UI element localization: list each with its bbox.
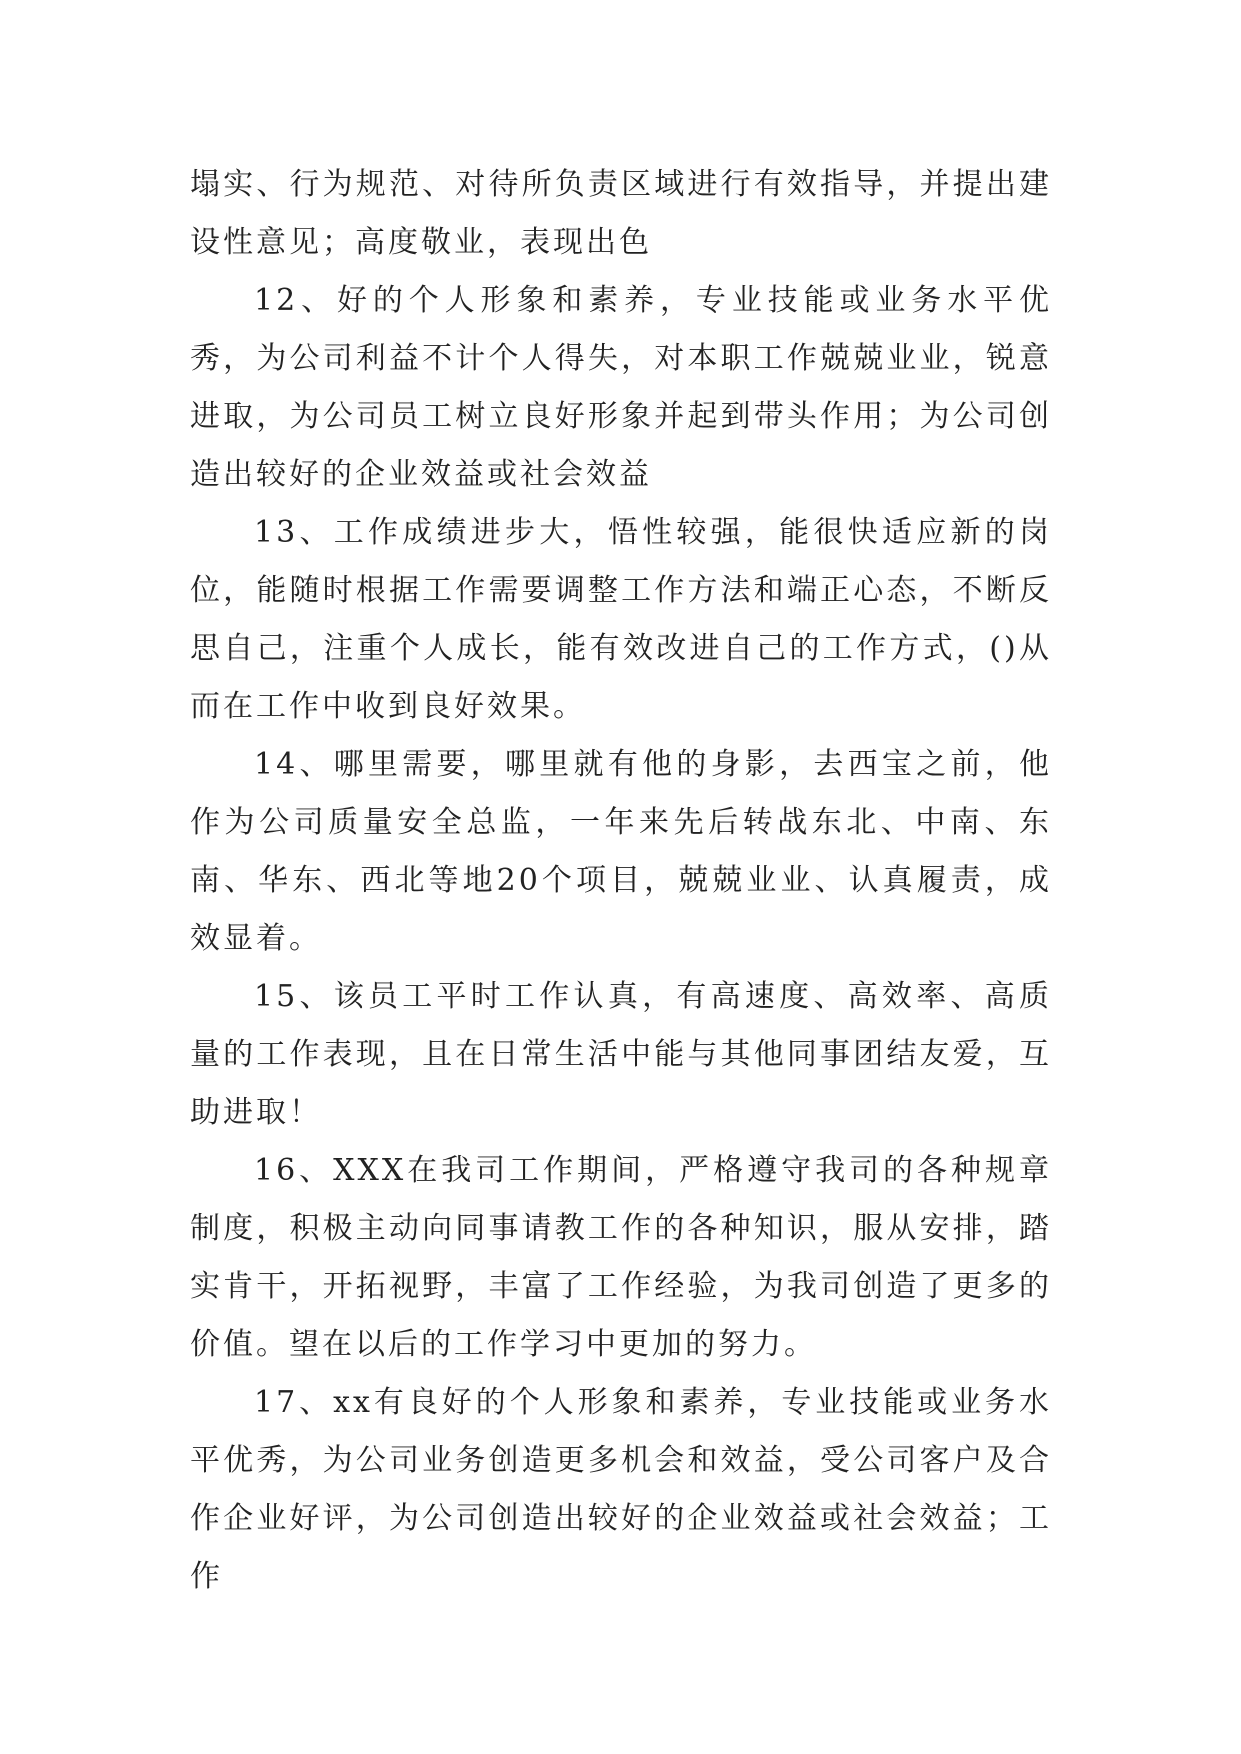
paragraph-item-17: 17、xx有良好的个人形象和素养，专业技能或业务水平优秀，为公司业务创造更多机会和效益，受公司客户及合作企业好评，为公司创造出较好的企业效益或社会效益；工作 xyxy=(190,1385,1052,1594)
document-body xyxy=(190,156,1052,1606)
paragraph-item-14: 14、哪里需要，哪里就有他的身影，去西宝之前，他作为公司质量安全总监，一年来先后转战东北、中南、东南、华东、西北等地20个项目，兢兢业业、认真履责，成效显着。 xyxy=(190,747,1052,956)
paragraph-continuation: 塌实、行为规范、对待所负责区域进行有效指导，并提出建设性意见；高度敬业，表现出色 xyxy=(190,167,1052,260)
paragraph-item-15: 15、该员工平时工作认真，有高速度、高效率、高质量的工作表现，且在日常生活中能与其他同事团结友爱，互助进取！ xyxy=(190,979,1052,1130)
paragraph-item-13: 13、工作成绩进步大，悟性较强，能很快适应新的岗位，能随时根据工作需要调整工作方法和端正心态，不断反思自己，注重个人成长，能有效改进自己的工作方式，()从而在工作中收到良好效果。 xyxy=(190,515,1052,724)
paragraph-item-16: 16、XXX在我司工作期间，严格遵守我司的各种规章制度，积极主动向同事请教工作的各种知识，服从安排，踏实肯干，开拓视野，丰富了工作经验，为我司创造了更多的价值。望在以后的工作学习中更加的努力。 xyxy=(190,1153,1052,1362)
paragraph-item-12: 12、好的个人形象和素养，专业技能或业务水平优秀，为公司利益不计个人得失，对本职工作兢兢业业，锐意进取，为公司员工树立良好形象并起到带头作用；为公司创造出较好的企业效益或社会效益 xyxy=(190,283,1052,492)
